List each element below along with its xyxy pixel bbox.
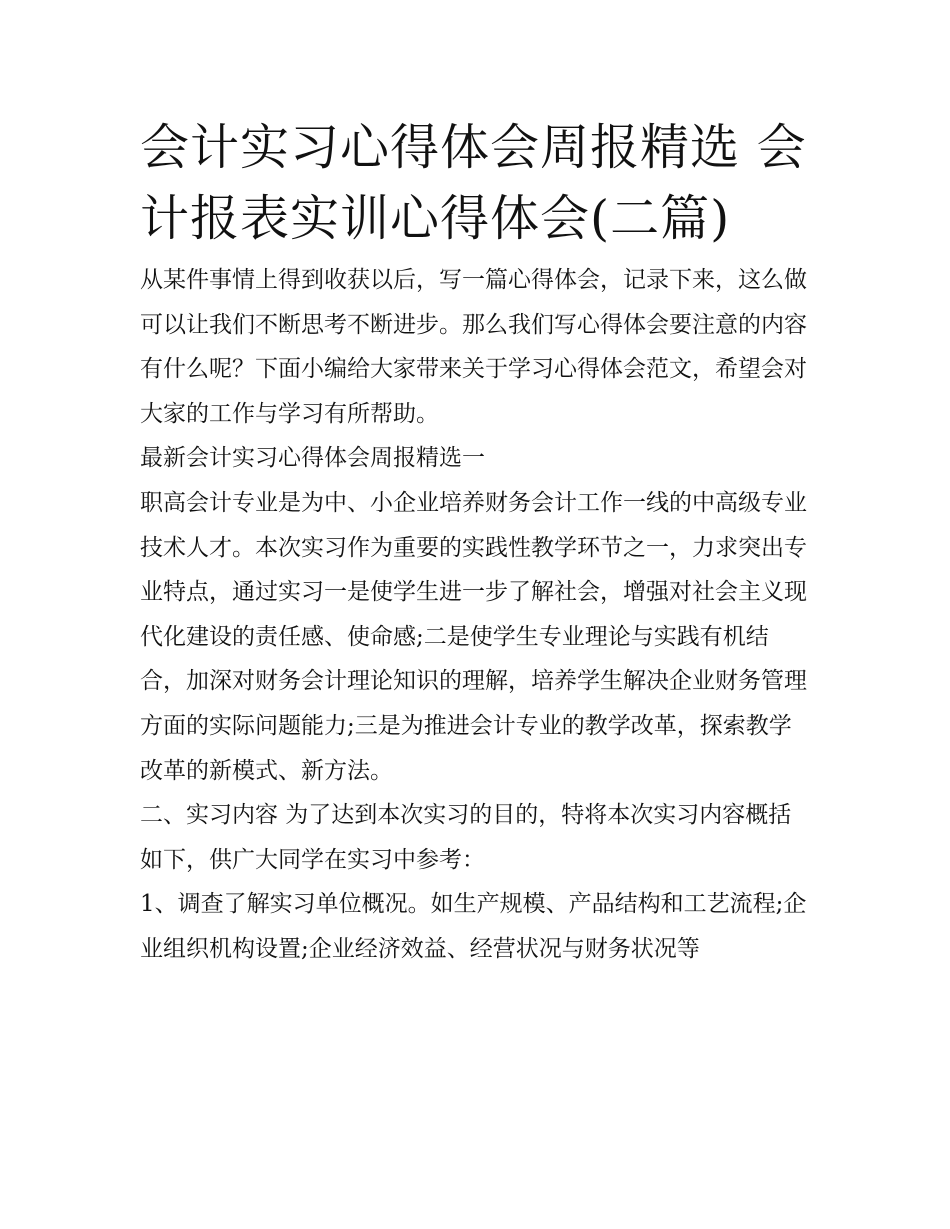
intro-paragraph: 从某件事情上得到收获以后，写一篇心得体会，记录下来，这么做可以让我们不断思考不断进步。那么我们写心得体会要注意的内容有什么呢？下面小编给大家带来关于学习心得体会范文，希望会对大家的工作与学习有所帮助。	[140, 267, 807, 427]
list-item-paragraph: 1、调查了解实习单位概况。如生产规模、产品结构和工艺流程;企业组织机构设置;企业经济效益、经营状况与财务状况等	[140, 891, 807, 962]
document-title: 会计实习心得体会周报精选 会计报表实训心得体会(二篇)	[140, 119, 807, 247]
content-heading-paragraph: 二、实习内容 为了达到本次实习的目的，特将本次实习内容概括如下，供广大同学在实习中参考：	[140, 802, 792, 873]
body-paragraph: 职高会计专业是为中、小企业培养财务会计工作一线的中高级专业技术人才。本次实习作为重要的实践性教学环节之一，力求突出专业特点，通过实习一是使学生进一步了解社会，增强对社会主义现代化建设的责任感、使命感;二是使学生专业理论与实践有机结合，加深对财务会计理论知识的理解，培养学生解决企业财务管理方面的实际问题能力;三是为推进会计专业的教学改革，探索教学改革的新模式、新方法。	[140, 489, 807, 784]
section-heading: 最新会计实习心得体会周报精选一	[140, 445, 485, 472]
document-page	[140, 112, 812, 972]
